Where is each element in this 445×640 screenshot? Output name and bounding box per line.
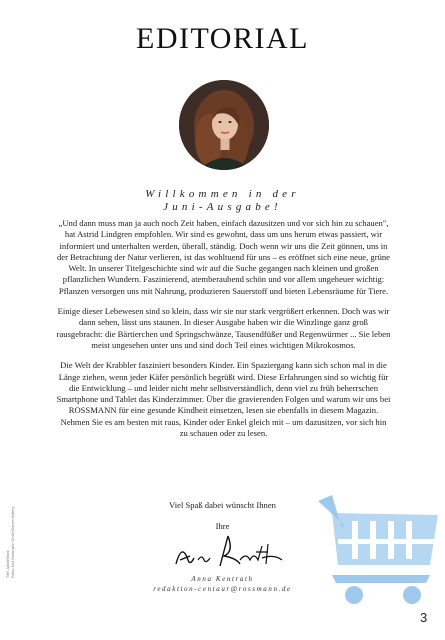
- paragraph: „Und dann muss man ja auch noch Zeit haben, einfach dazusitzen und vor sich hin zu schauen", hat Astrid Lindgren empfohlen. Wir sind es gewohnt, dass um uns herum etwas passiert, wir informiert und unterhalten werden, überall, ständig. Doch wenn wir uns die Zeit gönnen, uns in der Betrachtung der Natur verlieren, ist das wohltuend für uns – es eröffnet sich eine neue, grüne Welt. In unserer Titelgeschichte sind wir auf die Suche gegangen nach kleinen und großen pflanzlichen Wundern. Faszinierend, atemberaubend schön und vor allem ungeheuer wichtig: Pflanzen versorgen uns mit Nahrung, produzieren Sauerstoff und bieten Lebensräume für Tiere.: [57, 218, 390, 296]
- author-email: redaktion-centaur@rossmann.de: [153, 585, 292, 593]
- portrait-image: [179, 80, 269, 170]
- author-portrait: [179, 80, 269, 170]
- author-name: Anna Kentrath: [191, 575, 254, 583]
- closing-line: Viel Spaß dabei wünscht Ihnen: [169, 500, 276, 510]
- photo-credit: [6, 498, 15, 578]
- salutation: Ihre: [215, 521, 230, 531]
- welcome-line-2: Juni-Ausgabe!: [163, 201, 282, 213]
- credit-line-1: Titel: AdobeStock: [6, 550, 10, 578]
- page-number: 3: [420, 610, 428, 625]
- editorial-body: [56, 218, 391, 448]
- page-title: EDITORIAL: [136, 22, 309, 55]
- welcome-heading: [0, 188, 445, 214]
- handwritten-signature: [170, 530, 290, 572]
- paragraph: Einige dieser Lebewesen sind so klein, dass wir sie nur stark vergrößert erkennen. Doch was wir dann sehen, lässt uns staunen. In dieser Ausgabe haben wir die Winzlinge ganz groß rausgebracht: die Bärtierchen und Springschwänze, Tausendfüßer und Regenwürmer ... Sie leben meist ungesehen unter uns und sind doch Teil eines wichtigen Mikrokosmos.: [56, 306, 391, 350]
- credit-line-2: Fotos: Dirk Rossmann GmbH/Darren Kottery: [10, 506, 15, 578]
- shopping-cart-icon: [318, 495, 440, 605]
- paragraph: Die Welt der Krabbler fasziniert besonders Kinder. Ein Spaziergang kann sich schon mal in die Länge ziehen, wenn jeder Käfer persönlich begrüßt wird. Diese Erfahrungen sind so wichtig für die Entwicklung – und leider nicht mehr selbstverständlich, denn viel zu früh beherrschen Smartphone und Tablet das Kinderzimmer. Über die gravierenden Folgen und warum wir uns bei ROSSMANN für eine gesunde Kindheit einsetzen, lesen sie ebenfalls in diesem Magazin. Nehmen Sie es am besten mit raus, Kinder oder Enkel gleich mit – um dazusitzen, vor sich hin zu schauen oder zu lesen.: [56, 360, 391, 439]
- welcome-line-1: Willkommen in der: [145, 188, 300, 200]
